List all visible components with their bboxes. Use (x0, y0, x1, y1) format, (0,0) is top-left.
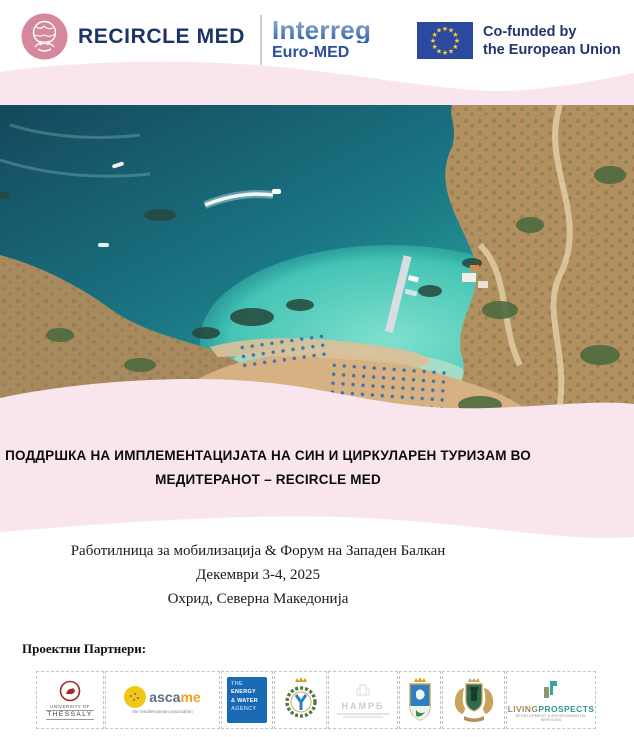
document-title (0, 444, 536, 492)
recircle-med-logo-icon (21, 13, 68, 60)
living-prospects-tagline: DEVELOPMENT & ENVIRONMENTAL SERVICES (515, 713, 587, 722)
pink-wave-top (0, 58, 634, 105)
partner-logo-municipality-lions-crest (442, 671, 505, 729)
brand-name: RECIRCLE MED (78, 25, 246, 48)
partner-logo-ascame (105, 671, 220, 729)
partner-logo-namrb (328, 671, 398, 729)
eu-cofunded-label: Co-funded by the European Union (483, 24, 621, 58)
event-name: Работилница за мобилизација & Форум на Западен Балкан (70, 543, 446, 559)
municipal-crest-blue-bird-icon (406, 676, 434, 724)
svg-text:★: ★ (447, 26, 455, 35)
namrb-logo-icon (356, 684, 370, 696)
energy-water-agency-logo-icon: THE ENERGY & WATER AGENCY (227, 677, 267, 723)
svg-text:★: ★ (447, 47, 455, 56)
svg-text:★: ★ (435, 47, 443, 56)
interreg-wordmark: Interreg (272, 15, 372, 45)
event-date: Декември 3-4, 2025 (196, 567, 320, 583)
ascame-logo-icon (124, 686, 146, 708)
document-title-line1: ПОДДРШКА НА ИМПЛЕМЕНТАЦИЈАТА НА СИН И ЦИРКУЛАРЕН ТУРИЗАМ ВО (5, 448, 531, 463)
partner-logo-university-of-thessaly (36, 671, 104, 729)
university-of-thessaly-caption: UNIVERSITY OF THESSALY (46, 704, 93, 720)
partner-logo-row (36, 671, 597, 729)
ascame-wordmark: ascame (149, 689, 201, 705)
eu-flag-icon (417, 22, 473, 59)
svg-text:★: ★ (435, 26, 443, 35)
partner-logo-energy-water-agency (221, 671, 273, 729)
partner-logo-municipality-blue-crest (399, 671, 441, 729)
living-prospects-logo-icon (540, 679, 562, 699)
svg-text:★: ★ (441, 49, 449, 57)
namrb-subtext-bar (337, 713, 389, 715)
event-info (0, 539, 516, 611)
svg-text:★: ★ (431, 31, 438, 39)
municipal-crest-lions-icon (450, 676, 498, 724)
university-of-thessaly-seal-icon (57, 680, 83, 704)
living-prospects-wordmark: LIVINGPROSPECTS (507, 703, 595, 714)
ascame-tagline: the mediterranean association (132, 709, 193, 714)
svg-text:★: ★ (452, 31, 459, 39)
svg-text:★: ★ (431, 43, 438, 51)
event-location: Охрид, Северна Македонија (167, 591, 349, 607)
partner-logo-living-prospects (506, 671, 596, 729)
svg-text:★: ★ (453, 37, 461, 45)
svg-text:★: ★ (441, 25, 449, 33)
namrb-subtext-bar (343, 716, 383, 718)
municipal-coat-of-arms-wreath-icon (283, 676, 319, 724)
svg-text:★: ★ (429, 37, 437, 45)
partner-logo-municipality-wreath-crest (274, 671, 327, 729)
namrb-wordmark: НАМРБ (341, 700, 385, 711)
interreg-logo (272, 17, 371, 61)
svg-text:★: ★ (452, 43, 459, 51)
document-title-line2: МЕДИТЕРАНОТ – RECIRCLE MED (155, 472, 381, 487)
interreg-program-name: Euro-MED (272, 44, 350, 61)
partners-label: Проектни Партнери: (22, 641, 147, 656)
